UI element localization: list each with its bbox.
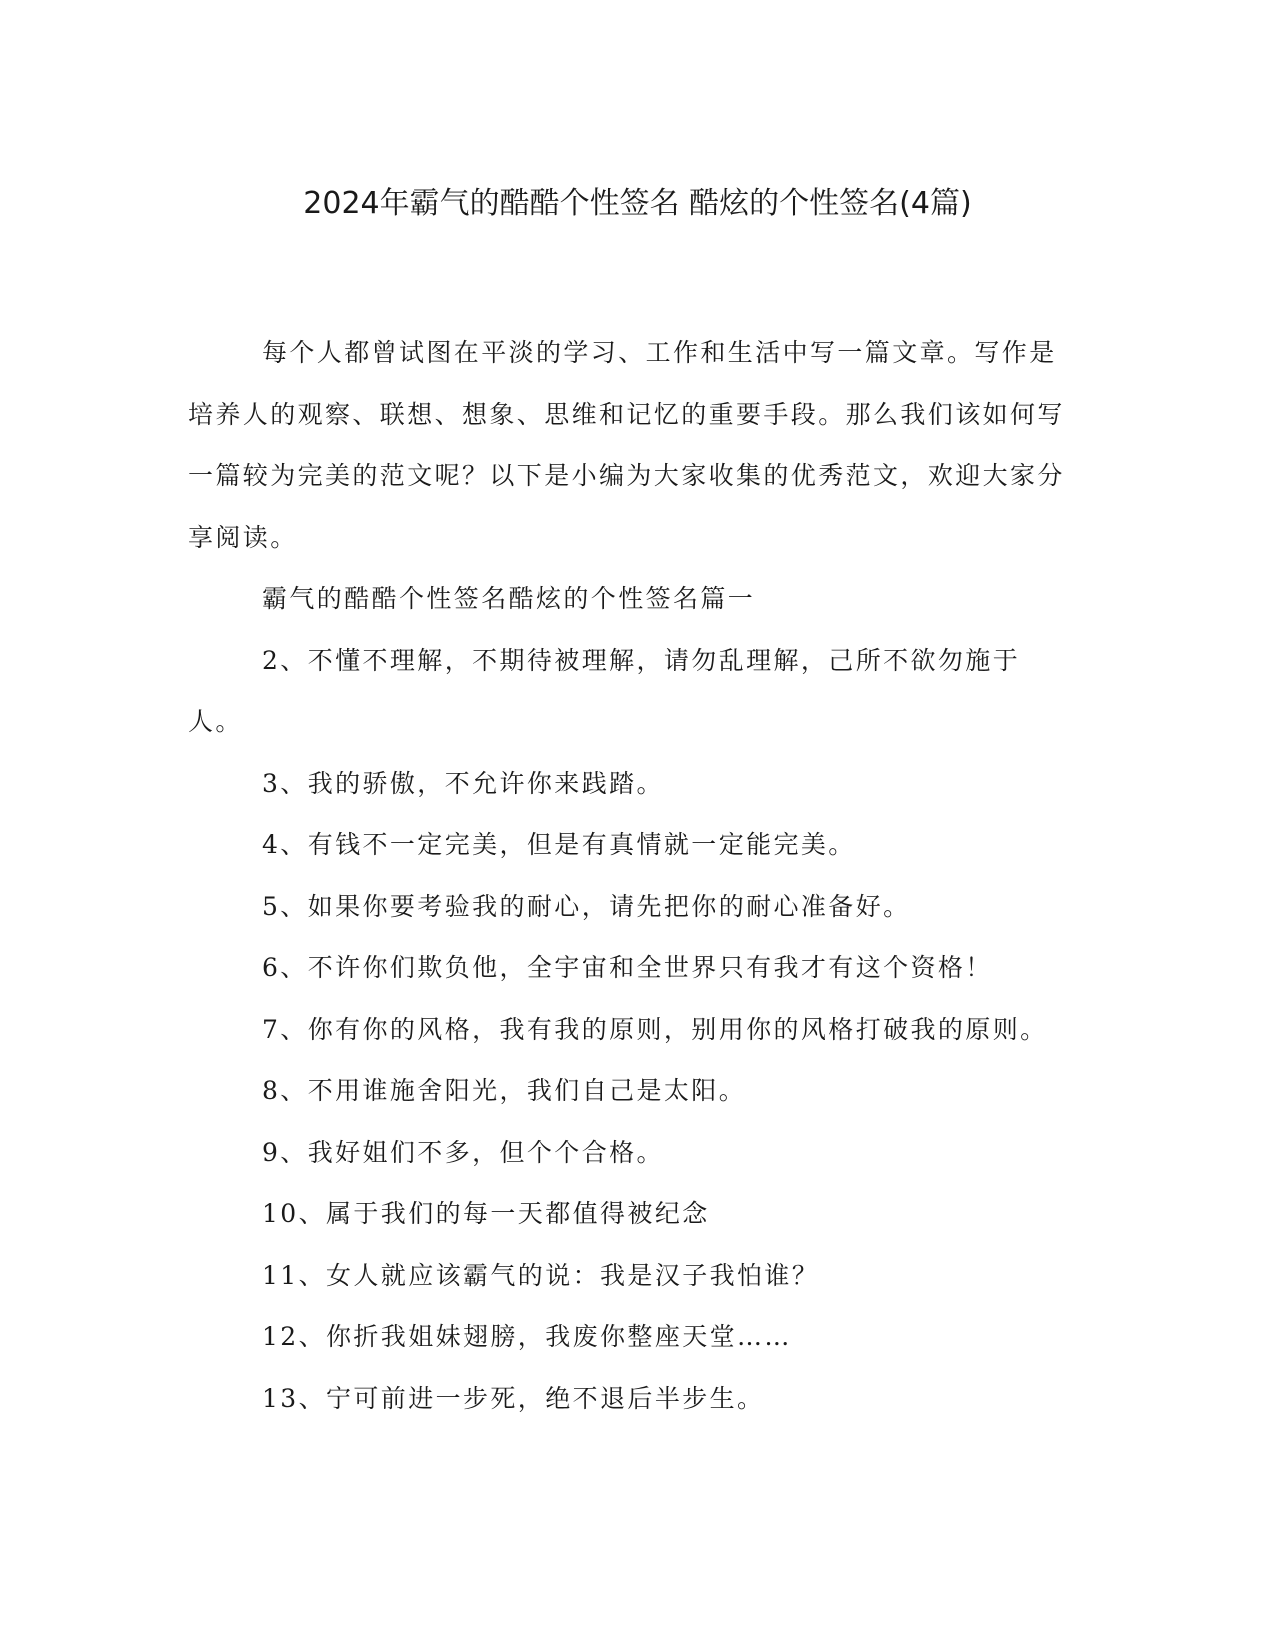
list-item: 8、不用谁施舍阳光，我们自己是太阳。 xyxy=(262,1076,747,1105)
list-item: 10、属于我们的每一天都值得被纪念 xyxy=(262,1199,710,1228)
list-item: 6、不许你们欺负他，全宇宙和全世界只有我才有这个资格！ xyxy=(262,953,993,982)
list-item: 11、女人就应该霸气的说：我是汉子我怕谁？ xyxy=(262,1260,820,1290)
list-item: 3、我的骄傲，不允许你来践踏。 xyxy=(262,768,664,798)
document-title: 2024年霸气的酷酷个性签名 酷炫的个性签名(4篇) xyxy=(303,186,972,221)
intro-paragraph: 每个人都曾试图在平淡的学习、工作和生活中写一篇文章。写作是培养人的观察、联想、想象、思维和记忆的重要手段。那么我们该如何写一篇较为完美的范文呢？以下是小编为大家收集的优秀范文，欢迎大家分享阅读。 xyxy=(188,338,1065,552)
list-item: 13、宁可前进一步死，绝不退后半步生。 xyxy=(262,1383,765,1413)
list-item: 4、有钱不一定完美，但是有真情就一定能完美。 xyxy=(262,830,856,859)
section-heading: 霸气的酷酷个性签名酷炫的个性签名篇一 xyxy=(262,584,756,613)
list-item: 7、你有你的风格，我有我的原则，别用你的风格打破我的原则。 xyxy=(262,1014,1048,1044)
list-item: 2、不懂不理解，不期待被理解，请勿乱理解，己所不欲勿施于人。 xyxy=(188,645,1021,736)
list-item: 9、我好姐们不多，但个个合格。 xyxy=(262,1137,664,1167)
document-body xyxy=(188,322,1068,1429)
list-item: 12、你折我姐妹翅膀，我废你整座天堂…… xyxy=(262,1322,792,1351)
list-item: 5、如果你要考验我的耐心，请先把你的耐心准备好。 xyxy=(262,891,911,921)
